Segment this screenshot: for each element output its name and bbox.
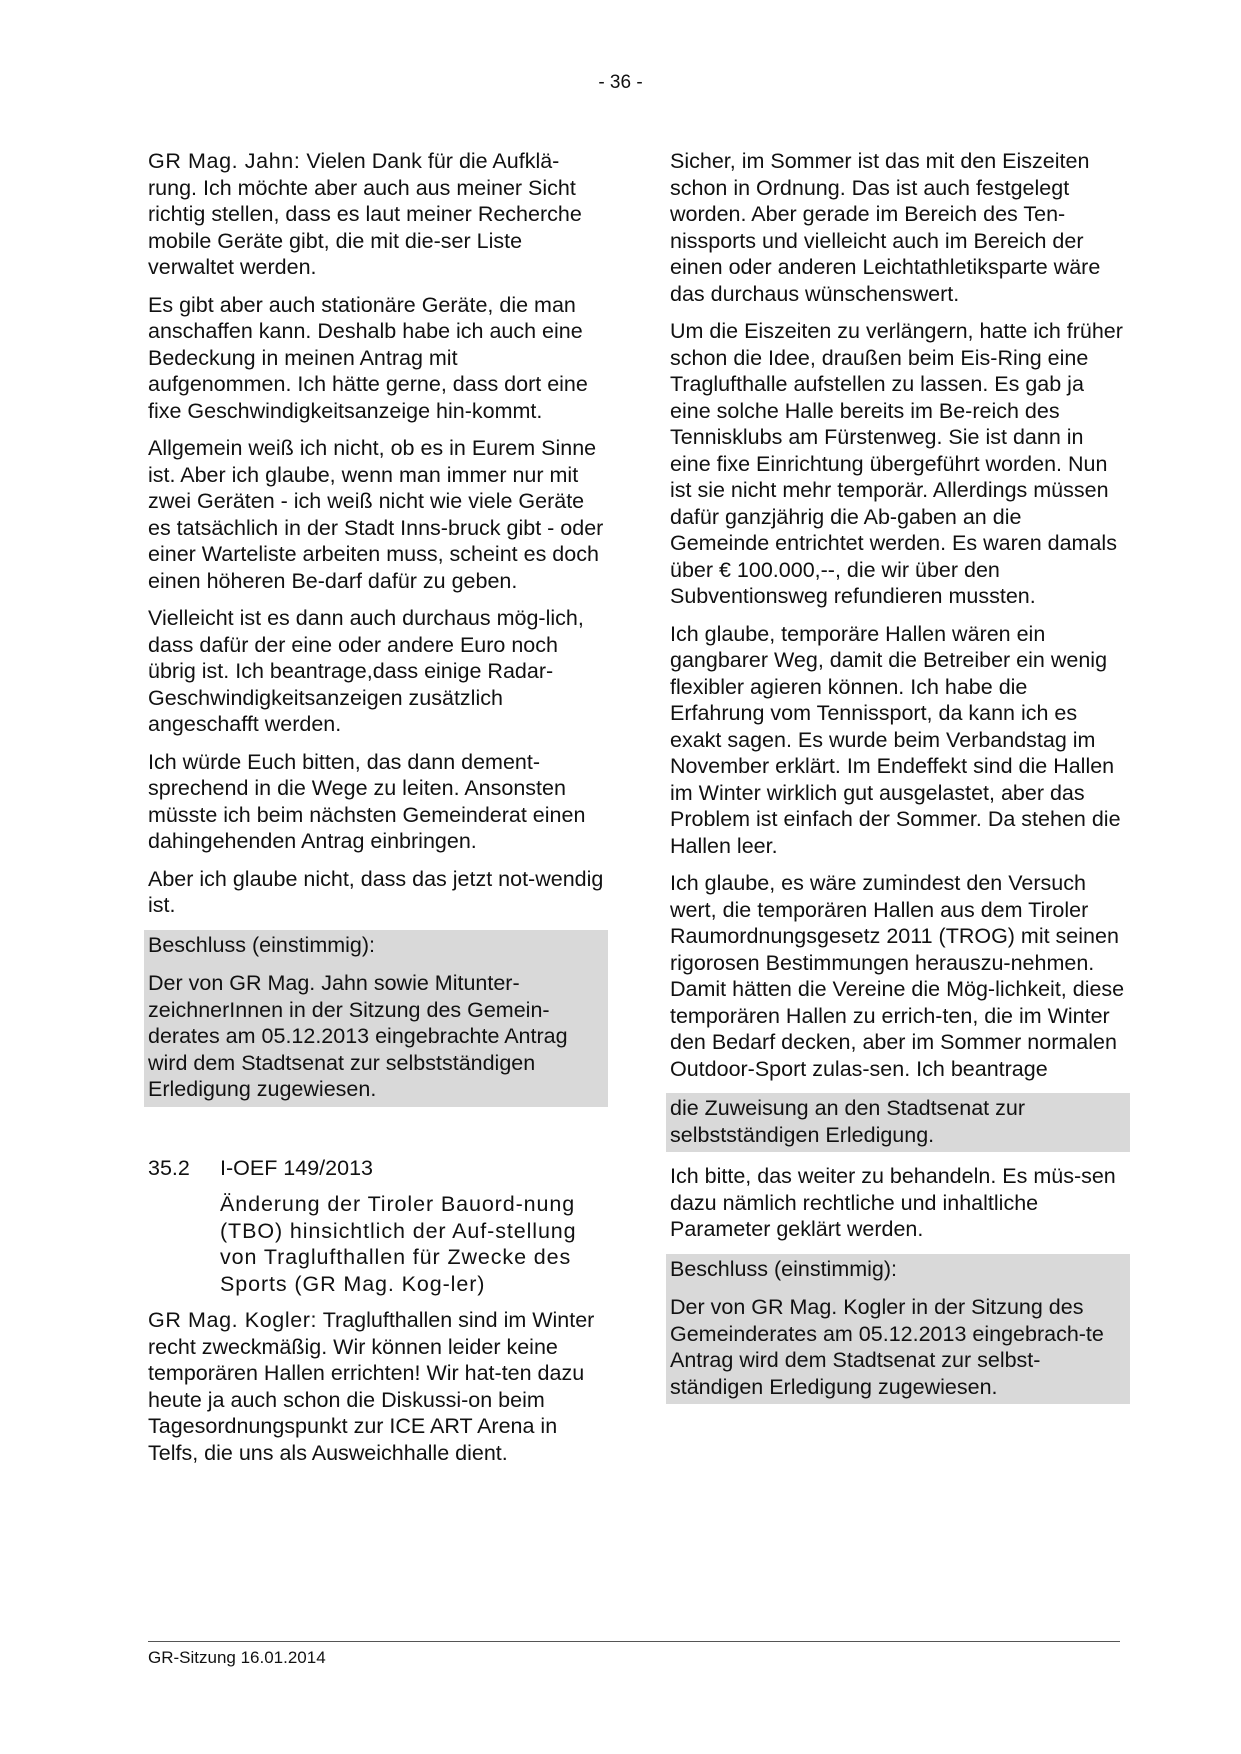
paragraph-jahn-3: Allgemein weiß ich nicht, ob es in Eurem Sinne ist. Aber ich glaube, wenn man immer nur mit zwei Geräten - ich weiß nicht wie viele Geräte es tatsächlich in der Stadt Inns-bruck gibt - oder einer Warteliste arbeiten muss, scheint es doch einen höheren Be-darf dafür zu geben. bbox=[148, 436, 604, 593]
speaker-name: GR Mag. Jahn: bbox=[148, 149, 301, 173]
footer-divider bbox=[148, 1641, 1120, 1642]
footer-text: GR-Sitzung 16.01.2014 bbox=[148, 1648, 326, 1667]
resolution-label: Beschluss (einstimmig): bbox=[670, 1254, 1126, 1283]
resolution-text: Der von GR Mag. Kogler in der Sitzung des Gemeinderates am 05.12.2013 eingebrach-te Antrag wird dem Stadtsenat zur selbst-ständigen Erledigung zugewiesen. bbox=[670, 1292, 1126, 1400]
paragraph-jahn-4: Vielleicht ist es dann auch durchaus mög-lich, dass dafür der eine oder andere Euro noch übrig ist. Ich beantrage,dass einige Radar-Geschwindigkeitsanzeigen zusätzlich angeschafft werden. bbox=[148, 606, 584, 736]
resolution-block bbox=[144, 930, 608, 1107]
paragraph-kogler-2: Sicher, im Sommer ist das mit den Eiszeiten schon in Ordnung. Das ist auch festgelegt worden. Aber gerade im Bereich des Ten-nissports und vielleicht auch im Bereich der einen oder anderen Leichtathletiksparte wäre das durchaus wünschenswert. bbox=[670, 149, 1101, 306]
paragraph-jahn-2: Es gibt aber auch stationäre Geräte, die man anschaffen kann. Deshalb habe ich auch eine Bedeckung in meinen Antrag mit aufgenommen. Ich hätte gerne, dass dort eine fixe Geschwindigkeitsanzeige hin-kommt. bbox=[148, 292, 588, 423]
paragraph-kogler-3: Um die Eiszeiten zu verlängern, hatte ich früher schon die Idee, draußen beim Eis-Ring eine Traglufthalle aufstellen zu lassen. Es gab ja eine solche Halle bereits im Be-reich des Tennisklubs am Fürstenweg. Sie ist dann in eine fixe Einrichtung übergeführt worden. Nun ist sie nicht mehr temporär. Allerdings müssen dafür ganzjährig die Ab-gaben an die Gemeinde entrichtet werden. Es waren damals über € 100.000,--, die wir über den Subventionsweg refundieren mussten. bbox=[670, 319, 1123, 608]
paragraph-jahn-6: Aber ich glaube nicht, dass das jetzt not-wendig ist. bbox=[148, 866, 604, 917]
agenda-item-subject: Änderung der Tiroler Bauord-nung (TBO) hinsichtlich der Auf-stellung von Traglufthallen für Zwecke des Sports (GR Mag. Kog-ler) bbox=[220, 1192, 577, 1296]
paragraph-kogler-6: Ich bitte, das weiter zu behandeln. Es müs-sen dazu nämlich rechtliche und inhaltliche Parameter geklärt werden. bbox=[670, 1164, 1116, 1241]
motion-text: die Zuweisung an den Stadtsenat zur selbstständigen Erledigung. bbox=[670, 1093, 1126, 1148]
resolution-block bbox=[666, 1254, 1130, 1405]
page-number: - 36 - bbox=[598, 72, 643, 93]
speaker-name: GR Mag. Kogler: bbox=[148, 1308, 318, 1332]
motion-block bbox=[666, 1093, 1130, 1152]
paragraph-kogler-1 bbox=[148, 1307, 604, 1466]
left-column bbox=[148, 148, 604, 1477]
resolution-label: Beschluss (einstimmig): bbox=[148, 930, 604, 959]
paragraph-text: Vielen Dank für die Aufklä-rung. Ich möchte aber auch aus meiner Sicht richtig stellen, dass es laut meiner Recherche mobile Geräte gibt, die mit die-ser Liste verwaltet werden. bbox=[148, 149, 582, 279]
paragraph-jahn-1 bbox=[148, 148, 604, 281]
paragraph-kogler-5: Ich glaube, es wäre zumindest den Versuch wert, die temporären Hallen aus dem Tiroler Raumordnungsgesetz 2011 (TROG) mit seinen rigorosen Bestimmungen herauszu-nehmen. Damit hätten die Vereine die Mög-lichkeit, diese temporären Hallen zu errich-ten, die im Winter den Bedarf decken, aber im Sommer normalen Outdoor-Sport zulas-sen. Ich beantrage bbox=[670, 871, 1125, 1081]
agenda-item-number: 35.2 bbox=[148, 1155, 190, 1180]
agenda-item-id: I-OEF 149/2013 bbox=[220, 1155, 373, 1180]
agenda-item-header bbox=[148, 1155, 604, 1182]
paragraph-text: Traglufthallen sind im Winter recht zweckmäßig. Wir können leider keine temporären Hallen errichten! Wir hat-ten dazu heute ja auch schon die Diskussi-on beim Tagesordnungspunkt zur ICE ART Arena in Telfs, die uns als Ausweichhalle dient. bbox=[148, 1308, 595, 1465]
paragraph-kogler-4: Ich glaube, temporäre Hallen wären ein gangbarer Weg, damit die Betreiber ein wenig flexibler agieren können. Ich habe die Erfahrung vom Tennissport, da kann ich es exakt sagen. Es wurde beim Verbandstag im November erklärt. Im Endeffekt sind die Hallen im Winter wirklich gut ausgelastet, aber das Problem ist einfach der Sommer. Da stehen die Hallen leer. bbox=[670, 621, 1121, 858]
right-column bbox=[670, 148, 1126, 1404]
paragraph-jahn-5: Ich würde Euch bitten, das dann dement-sprechend in die Wege zu leiten. Ansonsten müsste ich beim nächsten Gemeinderat einen dahingehenden Antrag einbringen. bbox=[148, 749, 586, 853]
resolution-text: Der von GR Mag. Jahn sowie Mitunter-zeichnerInnen in der Sitzung des Gemein-derates am 05.12.2013 eingebrachte Antrag wird dem Stadtsenat zur selbstständigen Erledigung zugewiesen. bbox=[148, 968, 604, 1103]
